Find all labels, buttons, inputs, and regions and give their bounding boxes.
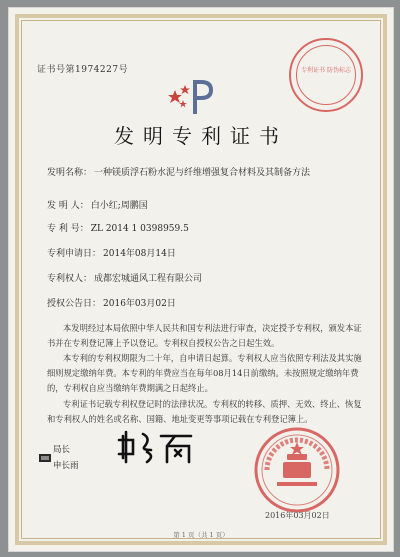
field-label: 授权公告日： [47,299,102,309]
certificate-paragraph: 本专利的专利权期限为二十年，自申请日起算。专利权人应当依照专利法及其实施细则规定缴纳年费。本专利的年费应当在每年08月14日前缴纳。未按照规定缴纳年费的，专利权自应当缴纳年费期满之日起终止。 [47,353,362,394]
handwritten-signature [117,426,197,466]
field-value: 白小红;周鹏国 [90,201,148,211]
sipo-logo-icon [167,76,227,116]
field-label: 专利申请日： [47,249,102,259]
field-value: 2014年08月14日 [103,249,176,259]
page-number: 第 1 页（共 1 页） [173,531,229,539]
star-icon [168,90,182,103]
star-icon [180,85,190,94]
stamp-ring [296,45,356,105]
field-grant-date [47,296,176,309]
field-label: 专利权人： [47,274,93,284]
star-icon [179,100,187,108]
field-value: 成都宏城通风工程有限公司 [94,274,203,284]
page-title: 发明专利证书 [114,124,288,148]
field-value: ZL 2014 1 0398959.5 [90,224,189,234]
field-application-date [47,246,176,259]
field-invention-name [47,165,310,178]
stamp-text: 专利证书 防伪标志 [301,67,351,74]
certificate-paper [8,7,394,552]
field-inventor [47,198,148,211]
certificate-paragraph: 本发明经过本局依照中华人民共和国专利法进行审查，决定授予专利权，颁发本证书并在专利登记簿上予以登记。专利权自授权公告之日起生效。 [47,323,362,349]
field-patentee [47,271,202,284]
certificate-number: 证书号第1974227号 [37,65,129,75]
logo-letter-p [193,80,213,114]
official-seal [253,426,341,514]
small-mark-icon [39,454,51,462]
field-label: 发明名称： [47,168,93,178]
anti-counterfeit-stamp [289,38,363,112]
field-value: 一种镁质浮石粉水泥与纤维增强复合材料及其制备方法 [94,168,311,178]
field-patent-number [47,221,189,234]
field-label: 发 明 人： [47,201,89,211]
certificate-paragraph: 专利证书记载专利权登记时的法律状况。专利权的转移、质押、无效、终止、恢复和专利权人的姓名或名称、国籍、地址变更等事项记载在专利登记簿上。 [47,399,362,425]
field-value: 2016年03月02日 [103,299,176,309]
director-name: 申长雨 [53,461,79,471]
seal-date: 2016年03月02日 [265,511,330,520]
director-block [53,442,79,474]
director-title: 局长 [53,445,71,455]
field-label: 专 利 号： [47,224,89,234]
